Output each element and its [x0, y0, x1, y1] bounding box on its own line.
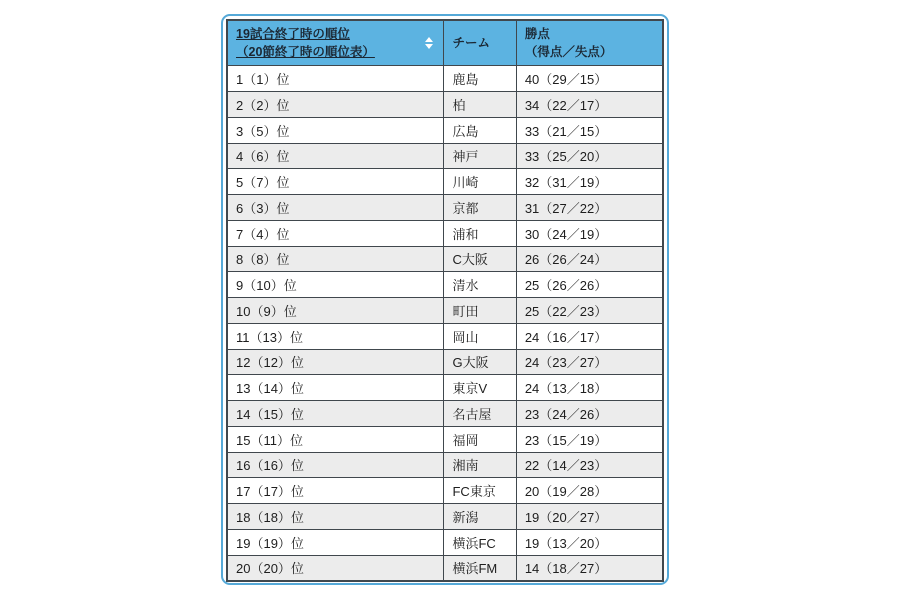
team-cell: 町田 [444, 298, 516, 324]
team-cell: 柏 [444, 92, 516, 118]
table-row [227, 349, 663, 375]
rank-cell: 7（4）位 [227, 220, 444, 246]
rank-cell: 11（13）位 [227, 323, 444, 349]
team-cell: G大阪 [444, 349, 516, 375]
table-row [227, 272, 663, 298]
rank-cell: 6（3）位 [227, 195, 444, 221]
table-row [227, 117, 663, 143]
team-cell: 名古屋 [444, 401, 516, 427]
sort-up-down-icon[interactable] [425, 37, 433, 49]
rank-cell: 19（19）位 [227, 529, 444, 555]
rank-cell: 3（5）位 [227, 117, 444, 143]
points-header-line2: （得点／失点） [524, 45, 613, 60]
header-rank-column [227, 20, 444, 66]
table-row [227, 529, 663, 555]
rank-cell: 2（2）位 [227, 92, 444, 118]
rank-cell: 18（18）位 [227, 504, 444, 530]
table-row [227, 298, 663, 324]
team-cell: 岡山 [444, 323, 516, 349]
rank-cell: 14（15）位 [227, 401, 444, 427]
sort-down-arrow [425, 44, 433, 49]
team-cell: 浦和 [444, 220, 516, 246]
rank-cell: 17（17）位 [227, 478, 444, 504]
rank-title-line2: （20節終了時の順位表） [236, 45, 375, 60]
team-cell: 新潟 [444, 504, 516, 530]
table-row [227, 143, 663, 169]
table-row [227, 323, 663, 349]
table-row [227, 66, 663, 92]
team-cell: C大阪 [444, 246, 516, 272]
rank-cell: 10（9）位 [227, 298, 444, 324]
table-row [227, 452, 663, 478]
points-cell: 14（18／27） [516, 555, 663, 581]
points-cell: 20（19／28） [516, 478, 663, 504]
table-row [227, 426, 663, 452]
team-cell: 川崎 [444, 169, 516, 195]
team-cell: 鹿島 [444, 66, 516, 92]
table-row [227, 169, 663, 195]
team-cell: 湘南 [444, 452, 516, 478]
rank-cell: 12（12）位 [227, 349, 444, 375]
points-header-line1: 勝点 [524, 27, 550, 41]
points-cell: 26（26／24） [516, 246, 663, 272]
team-cell: 京都 [444, 195, 516, 221]
points-cell: 31（27／22） [516, 195, 663, 221]
points-cell: 33（25／20） [516, 143, 663, 169]
standings-table [226, 19, 664, 582]
team-cell: 横浜FM [444, 555, 516, 581]
header-row [227, 20, 663, 66]
points-cell: 23（15／19） [516, 426, 663, 452]
rank-cell: 4（6）位 [227, 143, 444, 169]
rank-cell: 15（11）位 [227, 426, 444, 452]
rank-title-line1: 19試合終了時の順位 [236, 27, 350, 41]
team-cell: 福岡 [444, 426, 516, 452]
points-cell: 19（13／20） [516, 529, 663, 555]
team-header-label: チーム [452, 36, 490, 51]
points-cell: 24（13／18） [516, 375, 663, 401]
sort-up-arrow [425, 37, 433, 42]
table-row [227, 478, 663, 504]
table-row [227, 375, 663, 401]
rank-sort-link[interactable] [236, 25, 375, 61]
team-cell: 神戸 [444, 143, 516, 169]
header-team-column [444, 20, 516, 66]
header-points-column [516, 20, 663, 66]
points-cell: 23（24／26） [516, 401, 663, 427]
rank-cell: 13（14）位 [227, 375, 444, 401]
points-cell: 40（29／15） [516, 66, 663, 92]
rank-cell: 5（7）位 [227, 169, 444, 195]
points-cell: 34（22／17） [516, 92, 663, 118]
rank-cell: 9（10）位 [227, 272, 444, 298]
table-row [227, 246, 663, 272]
table-row [227, 220, 663, 246]
points-cell: 24（16／17） [516, 323, 663, 349]
points-cell: 22（14／23） [516, 452, 663, 478]
points-cell: 24（23／27） [516, 349, 663, 375]
table-row [227, 195, 663, 221]
standings-table-wrapper [221, 14, 669, 585]
rank-cell: 1（1）位 [227, 66, 444, 92]
team-cell: 東京V [444, 375, 516, 401]
table-row [227, 504, 663, 530]
rank-cell: 16（16）位 [227, 452, 444, 478]
table-row [227, 401, 663, 427]
team-cell: 清水 [444, 272, 516, 298]
rank-cell: 20（20）位 [227, 555, 444, 581]
points-cell: 32（31／19） [516, 169, 663, 195]
table-row [227, 92, 663, 118]
points-cell: 33（21／15） [516, 117, 663, 143]
table-row [227, 555, 663, 581]
points-cell: 30（24／19） [516, 220, 663, 246]
points-cell: 25（22／23） [516, 298, 663, 324]
team-cell: FC東京 [444, 478, 516, 504]
standings-table-body [227, 66, 663, 581]
team-cell: 横浜FC [444, 529, 516, 555]
rank-cell: 8（8）位 [227, 246, 444, 272]
points-cell: 19（20／27） [516, 504, 663, 530]
team-cell: 広島 [444, 117, 516, 143]
points-cell: 25（26／26） [516, 272, 663, 298]
